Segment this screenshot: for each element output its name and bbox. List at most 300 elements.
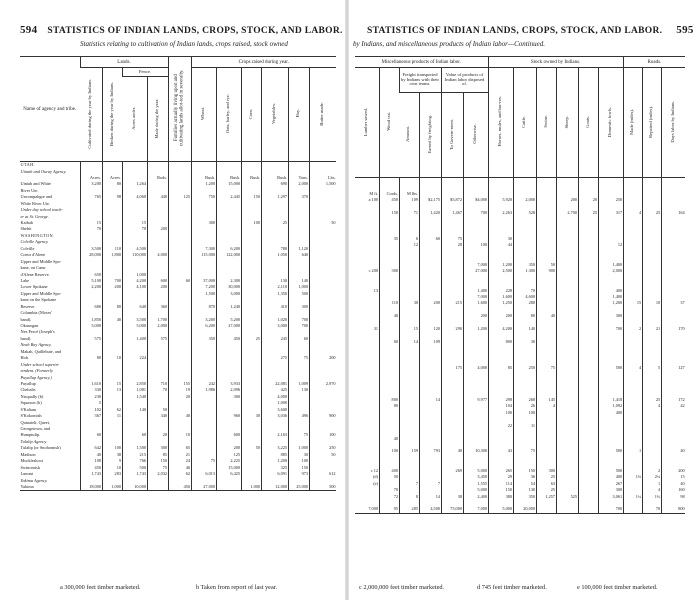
table-cell: 1¼ [623,493,642,499]
table-cell: (e) [373,480,378,486]
row-label: kane on the Spokane [20,297,57,303]
table-cell: 960 [216,413,241,419]
table-cell: 150 [488,487,513,493]
table-cell: 1,050 [261,252,288,258]
table-cell: 12,000 [261,484,288,491]
running-head-left-text: STATISTICS OF INDIAN LANDS, CROPS, STOCK, AND LABOR. [47,26,343,36]
table-cell: 500 [598,468,623,474]
table-cell: 50 [309,220,336,226]
table-cell: 265 [488,468,513,474]
table-cell: 15 [102,381,122,387]
table-cell: 70 [642,506,661,513]
table-cell: 700 [598,506,623,513]
row-label: Coeur d'Alene [20,252,46,258]
table-cell: 1,350 [261,291,288,297]
table-cell: Bush. [261,175,288,181]
table-cell: 200 [556,197,578,203]
table-cell [261,162,288,169]
table-cell [216,484,241,491]
table-cell: 3,933 [216,381,241,387]
row-label: Kaibab [20,220,33,225]
row-label: Colville Agency. [20,239,49,245]
table-cell: 4 [642,487,661,493]
table-cell: 1,009 [288,381,309,387]
table-cell: 7 [419,481,441,487]
table-cell: 700 [102,278,122,284]
table-cell: 2,225 [216,458,241,464]
row-label: Muckleshoot [20,458,43,464]
table-cell: 40 [379,313,399,319]
table-cell: 159 [399,448,419,454]
col-horses: Horses, mules, and bur-ros. [488,68,513,178]
group-roads: Roads. [623,57,685,68]
table-cell: 42 [661,403,685,409]
table-cell: 125 [168,194,191,200]
table-cell: 170 [661,326,685,332]
table-cell: 1,467 [441,210,463,216]
table-cell: 2,000 [513,197,536,203]
table-cell: 19 [168,387,191,393]
table-cell: 30 [399,300,419,306]
table-cell: 1,986 [191,387,216,393]
table-cell: 25,000 [288,484,309,491]
table-cell: 5,000 [80,323,102,329]
table-cell: Bush. [241,175,261,181]
table-cell: 2,032 [147,471,168,477]
table-cell: 2 [623,326,642,332]
table-cell: 1,610 [80,381,102,387]
row-label: Under school superin- [20,361,60,367]
table-cell: 22 [488,423,513,429]
table-cell: Rods. [147,175,168,181]
table-cell: 1,000 [122,271,147,277]
table-cell: 30 [241,413,261,419]
row-label: Quinaielt, Queet, [20,419,50,425]
table-cell: 230 [80,394,102,400]
table-cell: 15 [399,326,419,332]
table-cell: 1,400 [122,336,147,342]
col-cultivated: Cultivated during the year by Indians. [80,68,102,162]
table-cell: 7,000 [463,294,488,300]
row-label: Upper and Middle Spo- [20,290,62,296]
row-label: Chehalis [20,387,36,393]
table-cell [168,162,191,169]
table-cell: 11 [513,423,536,429]
row-label: Under day school teach- [20,207,63,213]
table-cell: 5,920 [488,197,513,203]
table-cell [642,178,661,185]
table-cell: 100 [488,410,513,416]
table-cell: 3,000 [261,323,288,329]
table-cell: 7,000 [463,506,488,513]
table-cell: 10,300 [463,448,488,454]
table-cell: 1¾ [642,493,661,499]
table-cell: 25 [536,487,556,493]
table-cell: 75 [441,236,463,242]
footnote-a: a 300,000 feet timber marketed. [60,584,141,591]
table-cell: 12 [598,242,623,248]
table-cell: 800 [488,339,513,345]
table-cell: 50 [147,407,168,413]
table-cell: 40 [441,448,463,454]
table-cell: 350 [191,336,216,342]
table-cell: 71 [399,210,419,216]
table-cell: 75 [288,432,309,438]
table-cell: 37,000 [191,278,216,284]
table-cell: 164 [661,210,685,216]
table-cell: 245 [261,336,288,342]
table-cell: 14 [419,397,441,403]
table-cell: 4,000 [463,365,488,371]
table-cell: 500 [598,365,623,371]
table-cell: 2,970 [309,381,336,387]
table-cell: 130 [261,278,288,284]
table-cell: 125 [216,452,241,458]
row-label: Georgetown, and [20,426,51,431]
table-cell: 500 [122,465,147,471]
table-cell: 200 [309,355,336,361]
table-cell: 15,000 [216,181,241,187]
table-cell: 150 [147,458,168,464]
table-cell: 793 [419,448,441,454]
col-fowls: Domestic fowls. [598,68,623,178]
table-cell: 85 [488,365,513,371]
table-cell [288,162,309,169]
table-cell: a 100 [368,197,378,203]
table-cell: 46 [168,465,191,471]
table-cell: 5,000 [463,487,488,493]
table-cell: 450 [80,465,102,471]
table-cell: 1,240 [216,304,241,310]
table-cell: 6,200 [191,323,216,329]
table-cell: 300 [288,304,309,310]
table-cell: 100 [379,448,399,454]
table-cell: 110,000 [122,252,147,258]
table-cell: 340 [147,413,168,419]
table-cell: 25 [578,210,598,216]
row-label: UTAH. [20,162,36,168]
table-cell: 1,400 [598,294,623,300]
table-cell: 200 [216,445,241,451]
table-cell: 50 [309,452,336,458]
table-cell: 70 [147,387,168,393]
running-head-left [20,24,343,36]
col-butter: Butter made. [309,68,336,162]
table-cell: 3,036 [261,413,288,419]
subtitle-left: Statistics relating to cultivation of Indian lands, crops raised, stock owned [80,40,288,48]
table-cell: 50 [241,445,261,451]
row-label: Puyallup Agency.) [20,374,52,380]
table-cell [147,484,168,491]
table-cell [488,178,513,185]
table-cell: 2 [642,468,661,474]
row-label: WASHINGTON. [20,232,55,238]
col-corn: Corn. [241,68,261,162]
row-label: White River Ute. [20,200,50,206]
table-cell: 1,400 [463,287,488,293]
table-cell: 250 [513,365,536,371]
table-cell: 500 [309,484,336,491]
table-cell: 10 [168,432,191,438]
crops-table [20,56,336,491]
table-cell [191,162,216,169]
table-cell: (d) [372,474,378,480]
table-cell: 7,200 [191,284,216,290]
table-cell: 300 [598,313,623,319]
table-cell: 15 [122,220,147,226]
table-cell: 15 [80,220,102,226]
table-cell: 75 [288,355,309,361]
table-cell: 269 [441,468,463,474]
table-cell: 80 [379,403,399,409]
col-rods-made: Made during the year. [147,77,168,162]
table-cell: 175 [441,365,463,371]
table-cell: 2,700 [556,210,578,216]
row-label: d'Alene Reserve. [20,271,50,277]
row-label: Nez Percé (Joseph's [20,329,55,335]
row-label: kane, on Cœur [20,265,46,271]
table-cell: 350 [513,493,536,499]
row-label: Makah, Quillehute, and [20,348,62,354]
table-cell: 3,500 [122,317,147,323]
table-cell: 1 [623,448,642,454]
table-cell: Tons. [288,175,309,181]
footnote-d: d 745 feet timber marketed. [477,584,547,591]
table-cell: 25 [536,474,556,480]
col-amount: Amount. [399,93,419,178]
table-cell: 22,081 [261,381,288,387]
subtitle-right: by Indians, and miscellaneous products of Indian labor—Continued. [353,40,546,48]
table-cell: 268 [513,397,536,403]
table-cell: 200 [102,284,122,290]
table-cell: 3,000 [216,291,241,297]
table-cell [556,178,578,185]
table-cell: 450 [216,336,241,342]
table-cell: 1,743 [80,471,102,477]
table-cell: 30 [513,339,536,345]
table-cell: 200 [463,313,488,319]
table-cell: 4 [642,403,661,409]
table-cell: 102 [80,407,102,413]
table-cell: 367 [80,413,102,419]
table-cell: 15,000 [216,465,241,471]
table-cell: 283 [102,471,122,477]
table-cell: 40 [102,317,122,323]
table-cell: 1,420 [419,210,441,216]
table-row [20,162,336,169]
table-cell: 8 [399,493,419,499]
table-cell: 400 [379,468,399,474]
table-cell: 650 [80,271,102,277]
group-stock: Stock owned by Indians. [488,57,623,68]
table-cell: 1,850 [80,317,102,323]
table-cell [441,178,463,185]
footnote-b: b Taken from report of last year. [196,584,278,591]
table-cell: 60 [288,336,309,342]
col-name: Name of agency and tribe. [20,57,80,162]
table-cell: 44 [488,242,513,248]
table-cell: 440 [147,194,168,200]
table-cell: 13 [102,387,122,393]
col-otherwise: Otherwise. [463,93,488,178]
table-cell: 450 [379,197,399,203]
table-cell: 900 [309,413,336,419]
table-cell: 20 [168,394,191,400]
table-cell: 25 [642,397,661,403]
table-cell: 20 [578,197,598,203]
table-cell: 70 [80,226,102,232]
table-cell: 4,000 [261,394,288,400]
table-cell: 780 [261,246,288,252]
table-cell: 1,081 [122,387,147,393]
table-cell: 215 [122,452,147,458]
table-cell: Cords. [379,191,399,197]
table-cell: 1,200 [488,262,513,268]
table-cell: 700 [288,317,309,323]
table-cell: 690 [261,181,288,187]
table-cell: 800 [661,506,685,513]
table-cell: 21 [168,452,191,458]
table-cell: 40 [536,313,556,319]
table-cell: 25 [642,210,661,216]
table-cell: 267 [598,481,623,487]
table-cell: 110 [379,300,399,306]
table-cell: 14 [399,339,419,345]
row-label: Madison [20,451,36,457]
table-cell: 200 [488,313,513,319]
table-cell: 275 [261,355,288,361]
group-lands: Lands. [80,57,168,68]
table-cell: 1,540 [122,394,147,400]
table-cell: 85 [147,452,168,458]
table-cell [241,162,261,169]
table-cell [623,506,642,513]
table-cell: 5,000 [488,506,513,513]
table-cell: 1,743 [122,471,147,477]
right-page [347,0,694,600]
table-cell: 12 [399,242,419,248]
table-cell: 7 [399,481,419,487]
table-cell: 50 [536,262,556,268]
table-cell: 5,000 [122,323,147,329]
table-cell: 500 [288,291,309,297]
table-cell [536,506,556,513]
row-label: Columbia (Moses' [20,310,52,316]
table-cell [513,178,536,185]
table-cell [578,178,598,185]
table-cell: 4 [623,210,642,216]
table-cell: 4,000 [147,252,168,258]
table-cell: 7,300 [191,246,216,252]
table-cell: 36 [513,474,536,480]
table-cell: 1,000 [261,400,288,406]
table-cell: 40 [168,413,191,419]
table-cell [102,162,122,169]
table-cell: 1,200 [463,326,488,332]
table-cell: 4,500 [122,246,147,252]
table-cell: 70 [379,487,399,493]
table-cell: 140 [288,278,309,284]
table-cell: 360 [147,304,168,310]
table-cell: 710 [147,381,168,387]
table-cell [598,178,623,185]
table-cell: 15 [661,474,685,480]
table-cell: 242 [191,381,216,387]
row-label: Hoh. [20,355,29,361]
table-cell: 200 [661,468,685,474]
table-cell: 20,000 [513,506,536,513]
table-cell: $5,872 [441,197,463,203]
table-cell: 1,400 [598,262,623,268]
table-cell: 63 [536,481,556,487]
table-cell: 228 [488,287,513,293]
table-cell: 14 [419,493,441,499]
table-cell: 27,000 [463,268,488,274]
table-cell: 2,096 [216,387,241,393]
table-cell: M lbs. [399,191,419,197]
table-cell: 1,300 [513,268,536,274]
table-cell: Acres. [102,175,122,181]
table-cell: 11 [102,413,122,419]
table-cell: 54 [513,481,536,487]
table-cell: 172 [661,397,685,403]
table-cell: 600 [147,278,168,284]
table-cell: 40 [661,448,685,454]
table-cell: 150 [288,465,309,471]
stock-table-body [355,178,685,514]
table-cell: 1,200 [598,300,623,306]
table-cell: 4,600 [513,294,536,300]
running-head-right [367,24,694,36]
table-cell: Bush. [191,175,216,181]
table-cell: 1,257 [536,493,556,499]
col-roads-made: Made (miles). [623,68,642,178]
table-cell: $2,175 [419,197,441,203]
table-cell [147,162,168,169]
row-label: S'Kaliam [20,406,37,412]
table-cell: 575 [147,336,168,342]
table-cell: 1,200 [261,458,288,464]
table-cell: 75 [191,458,216,464]
table-cell: 75,000 [441,506,463,513]
table-cell: 122,000 [216,252,241,258]
table-cell: 800 [379,397,399,403]
row-label: S'Kokomish [20,413,42,419]
table-cell [399,178,419,185]
table-cell: 1,000 [102,484,122,491]
table-cell: 4,200 [488,326,513,332]
table-cell: 5,100 [80,278,102,284]
table-cell: 10 [102,465,122,471]
table-cell: 410 [261,304,288,310]
running-head-right-text: STATISTICS OF INDIAN LANDS, CROPS, STOCK, AND LABOR. [367,26,663,36]
table-cell: 2,000 [288,181,309,187]
row-label: Upper and Middle Spo- [20,258,62,264]
table-cell: 300 [598,487,623,493]
row-label: Uintah and White [20,181,51,187]
table-cell: 1,555 [463,481,488,487]
table-cell [309,162,336,169]
table-cell: 80 [102,304,122,310]
table-cell: 6,013 [191,471,216,477]
table-cell: 3,225 [261,445,288,451]
row-label: Lake [20,277,30,283]
table-cell [463,178,488,185]
table-cell: 600 [216,432,241,438]
table-cell: 612 [309,471,336,477]
row-label: Swinomish [20,464,40,470]
table-cell: 525 [556,493,578,499]
